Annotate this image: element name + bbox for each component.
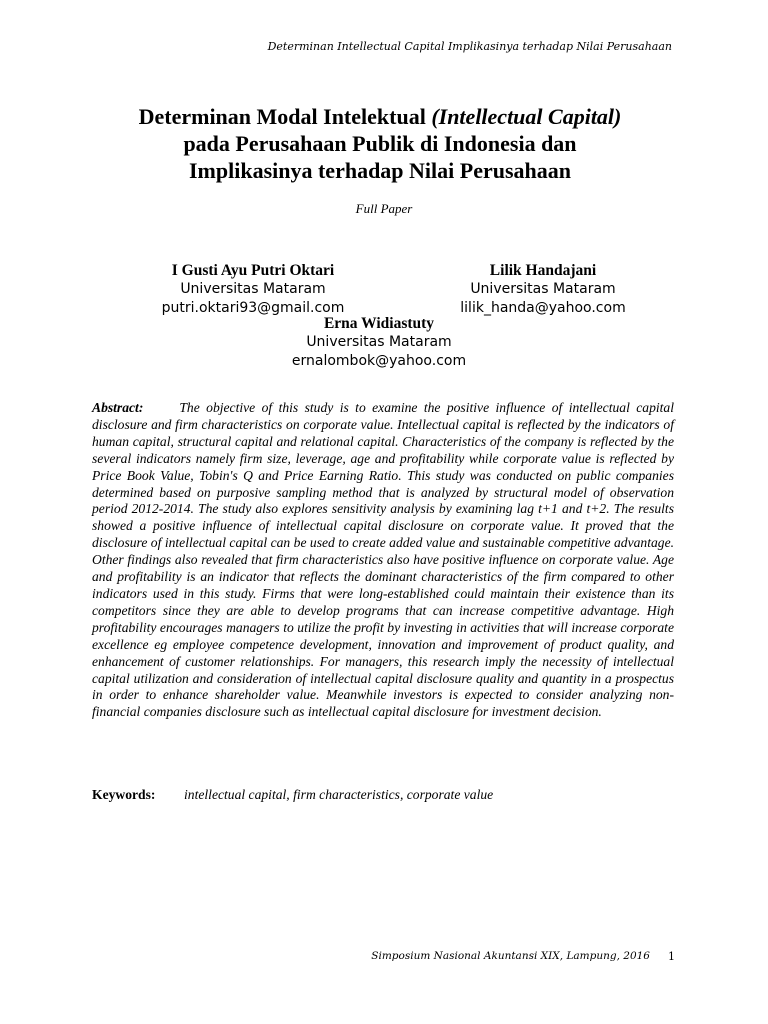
author-name: Lilik Handajani bbox=[489, 262, 597, 279]
title-line-1-main: Determinan Modal Intelektual bbox=[138, 104, 432, 129]
author-email[interactable]: ernalombok@yahoo.com bbox=[291, 353, 467, 369]
author-name: I Gusti Ayu Putri Oktari bbox=[171, 262, 335, 279]
footer-conference: Simposium Nasional Akuntansi XIX, Lampung, 2016 bbox=[371, 950, 650, 962]
abstract-text: The objective of this study is to examine the positive influence of intellectual capital disclosure and firm characteristics on corporate value. Intellectual capital is reflected by the indicators of human capital, structural capital and relational capital. Characteristics of the company is reflected by the several indicators namely firm size, leverage, age and profitability while corporate value is reflected by Price Book Value, Tobin's Q and Price Earning Ratio. This study was conducted on public companies determined based on purposive sampling method that is analyzed by structural model of observation period 2012-2014. The study also explores sensitivity analysis by examining lag t+1 and t+2. The results showed a positive influence of intellectual capital disclosure on corporate value. It proved that the disclosure of intellectual capital can be used to create added value and sustainable competitive advantage. Other findings also revealed that firm characteristics also have positive influence on corporate value. Age and profitability is an indicator that reflects the dominant characteristics of the firm compared to other indicators used in this study. Firms that were long-established could maintain their existence than its competitors since they are able to develop programs that can increase competitive advantage. High profitability encourages managers to utilize the profit by investing in activities that will increase corporate excellence eg employee competence development, innovation and improvement of product quality, and enhancement of customer relationships. For managers, this research imply the necessity of intellectual capital utilization and consideration of intellectual capital disclosure quality and quantity in a prospectus in order to enhance shareholder value. Meanwhile investors is expected to consider analyzing non-financial companies disclosure such as intellectual capital disclosure for investment decision. bbox=[92, 400, 674, 720]
running-header: Determinan Intellectual Capital Implikasinya terhadap Nilai Perusahaan bbox=[267, 40, 672, 53]
title-line-1-italic: (Intellectual Capital) bbox=[431, 104, 622, 129]
author-affiliation: Universitas Mataram bbox=[470, 281, 616, 297]
paper-title bbox=[60, 103, 700, 184]
keywords bbox=[92, 787, 674, 803]
author-email[interactable]: putri.oktari93@gmail.com bbox=[161, 300, 345, 316]
author-affiliation: Universitas Mataram bbox=[180, 281, 326, 297]
author-block-3 bbox=[254, 314, 504, 371]
title-line-3: Implikasinya terhadap Nilai Perusahaan bbox=[188, 158, 571, 183]
author-name: Erna Widiastuty bbox=[323, 315, 435, 332]
author-email[interactable]: lilik_handa@yahoo.com bbox=[460, 300, 626, 316]
keywords-label: Keywords: bbox=[92, 787, 156, 802]
page-number: 1 bbox=[668, 950, 675, 963]
abstract-label: Abstract: bbox=[92, 400, 144, 415]
title-line-2: pada Perusahaan Publik di Indonesia dan bbox=[183, 131, 577, 156]
author-block-1 bbox=[128, 261, 378, 318]
paper-type-label: Full Paper bbox=[355, 201, 413, 216]
title-line-1 bbox=[60, 103, 700, 130]
abstract bbox=[92, 400, 674, 721]
keywords-value: intellectual capital, firm characteristics, corporate value bbox=[184, 787, 494, 802]
author-block-2 bbox=[418, 261, 668, 318]
author-affiliation: Universitas Mataram bbox=[306, 334, 452, 350]
